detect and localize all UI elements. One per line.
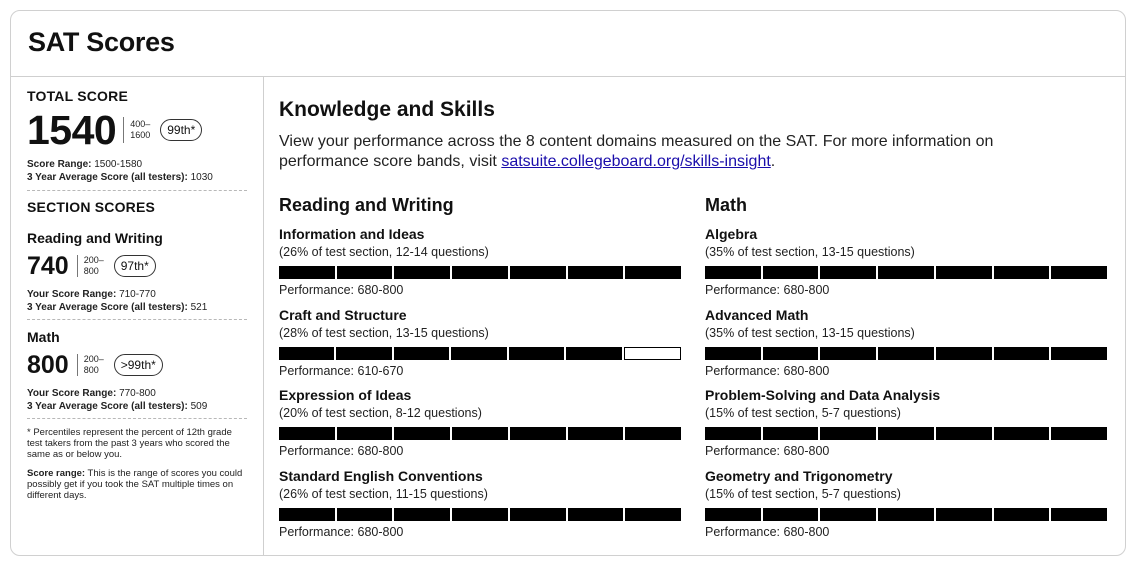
bar-segment-filled [279, 266, 335, 279]
bar-segment-filled [566, 347, 621, 360]
dashed-divider [27, 418, 247, 419]
domain-name: Geometry and Trigonometry [705, 467, 893, 484]
knowledge-skills-description: View your performance across the 8 content domains measured on the SAT. For more information on performance score bands, visit satsuite.collegeboard.org/skills-insight. [279, 133, 994, 170]
section-score-value: 740 [27, 251, 69, 280]
performance-bar [705, 427, 1107, 440]
bar-segment-filled [394, 347, 449, 360]
bar-segment-filled [568, 508, 624, 521]
bar-segment-filled [279, 508, 335, 521]
performance-bar [279, 347, 681, 360]
section-name-reading-writing: Reading and Writing [27, 230, 163, 246]
bar-segment-filled [1051, 266, 1107, 279]
bar-segment-filled [279, 347, 334, 360]
domain-name: Craft and Structure [279, 306, 407, 323]
bar-segment-filled [763, 266, 819, 279]
bar-segment-filled [1051, 347, 1107, 360]
bar-segment-filled [510, 266, 566, 279]
section-scores-label: SECTION SCORES [27, 199, 156, 215]
section-score-scale: 200– 800 [83, 255, 104, 276]
bar-segment-filled [451, 347, 506, 360]
bar-segment-filled [510, 427, 566, 440]
domain-name: Information and Ideas [279, 226, 425, 242]
domain-weight: (35% of test section, 13-15 questions) [705, 245, 915, 259]
bar-segment-filled [394, 508, 450, 521]
bar-segment-filled [994, 266, 1050, 279]
domain-column-reading-writing [279, 195, 681, 547]
bar-segment-filled [452, 427, 508, 440]
score-summary-panel [11, 77, 264, 556]
domain-item [279, 225, 681, 306]
section-score-row [27, 351, 263, 379]
bar-segment-filled [1051, 508, 1107, 521]
section-name-math: Math [27, 329, 60, 345]
section-average-score: 3 Year Average Score (all testers): 509 [27, 401, 208, 412]
divider [77, 255, 78, 277]
section-score-scale: 200– 800 [83, 354, 104, 375]
domain-performance: Performance: 680-800 [279, 283, 404, 297]
domain-weight: (20% of test section, 8-12 questions) [279, 406, 482, 420]
section-average-score: 3 Year Average Score (all testers): 521 [27, 302, 208, 313]
column-title: Math [705, 195, 747, 215]
bar-segment-filled [337, 266, 393, 279]
bar-segment-filled [878, 347, 934, 360]
performance-bar [279, 508, 681, 521]
bar-segment-filled [705, 427, 761, 440]
domain-weight: (35% of test section, 13-15 questions) [705, 325, 915, 340]
bar-segment-filled [705, 508, 761, 521]
section-score-range: Your Score Range: 710-770 [27, 289, 156, 300]
domain-item [279, 467, 681, 548]
bar-segment-filled [509, 347, 564, 360]
bar-segment-filled [878, 266, 934, 279]
domain-weight: (26% of test section, 12-14 questions) [279, 245, 489, 259]
domain-name: Problem-Solving and Data Analysis [705, 387, 941, 403]
bar-segment-filled [763, 347, 819, 360]
domain-item [279, 306, 681, 387]
domain-name: Standard English Conventions [279, 467, 483, 484]
knowledge-skills-title: Knowledge and Skills [279, 98, 495, 121]
domain-performance: Performance: 610-670 [279, 363, 404, 378]
bar-segment-filled [337, 508, 393, 521]
bar-segment-filled [279, 427, 335, 440]
domain-performance: Performance: 680-800 [705, 524, 830, 539]
divider [123, 117, 124, 143]
bar-segment-filled [336, 347, 391, 360]
total-score-value: 1540 [27, 106, 117, 153]
domain-item [279, 386, 681, 467]
bar-segment-filled [820, 427, 876, 440]
domain-performance: Performance: 680-800 [705, 363, 830, 378]
total-average-score: 3 Year Average Score (all testers): 1030 [27, 172, 213, 183]
section-score-row [27, 252, 263, 280]
bar-segment-filled [878, 508, 934, 521]
bar-segment-filled [763, 427, 819, 440]
bar-segment-filled [337, 427, 393, 440]
bar-segment-filled [763, 508, 819, 521]
bar-segment-filled [994, 427, 1050, 440]
dashed-divider [27, 319, 247, 320]
domain-item [705, 386, 1107, 467]
bar-segment-filled [705, 266, 761, 279]
bar-segment-filled [625, 508, 681, 521]
bar-segment-empty [624, 347, 681, 360]
total-score-row [27, 106, 263, 153]
performance-bar [705, 347, 1107, 360]
domain-performance: Performance: 680-800 [705, 283, 830, 297]
bar-segment-filled [994, 508, 1050, 521]
bar-segment-filled [568, 427, 624, 440]
bar-segment-filled [394, 427, 450, 440]
domain-item [705, 306, 1107, 387]
bar-segment-filled [936, 266, 992, 279]
domain-weight: (26% of test section, 11-15 questions) [279, 486, 488, 501]
bar-segment-filled [452, 508, 508, 521]
bar-segment-filled [625, 266, 681, 279]
bar-segment-filled [820, 508, 876, 521]
section-percentile-badge: >99th* [114, 354, 163, 376]
section-percentile-badge: 97th* [114, 255, 156, 277]
domain-performance: Performance: 680-800 [279, 524, 404, 539]
bar-segment-filled [994, 347, 1050, 360]
bar-segment-filled [936, 508, 992, 521]
bar-segment-filled [936, 347, 992, 360]
bar-segment-filled [394, 266, 450, 279]
total-percentile-badge: 99th* [160, 119, 202, 141]
section-score-range: Your Score Range: 770-800 [27, 388, 156, 399]
dashed-divider [27, 190, 247, 191]
page-title: SAT Scores [28, 27, 175, 57]
bar-segment-filled [705, 347, 761, 360]
domain-performance: Performance: 680-800 [279, 444, 404, 458]
bar-segment-filled [936, 427, 992, 440]
divider [77, 354, 78, 376]
bar-segment-filled [625, 427, 681, 440]
performance-bar [705, 266, 1107, 279]
domain-weight: (15% of test section, 5-7 questions) [705, 486, 901, 501]
bar-segment-filled [510, 508, 566, 521]
skills-insight-link[interactable]: satsuite.collegeboard.org/skills-insight [501, 153, 771, 170]
card-header [11, 11, 1125, 77]
column-title: Reading and Writing [279, 195, 454, 215]
domain-weight: (28% of test section, 13-15 questions) [279, 325, 489, 340]
section-score-value: 800 [27, 350, 69, 379]
domain-column-math [705, 195, 1107, 547]
domain-item [705, 225, 1107, 306]
domain-name: Advanced Math [705, 306, 809, 323]
performance-bar [705, 508, 1107, 521]
sat-scores-card [10, 10, 1126, 556]
bar-segment-filled [820, 266, 876, 279]
bar-segment-filled [820, 347, 876, 360]
performance-bar [279, 427, 681, 440]
total-score-scale: 400– 1600 [130, 119, 151, 140]
performance-bar [279, 266, 681, 279]
bar-segment-filled [878, 427, 934, 440]
domain-performance: Performance: 680-800 [705, 444, 830, 458]
score-range-footnote: Score range: This is the range of scores you could possibly get if you took the SAT multiple times on different days. [27, 468, 243, 501]
total-score-range: Score Range: 1500-1580 [27, 159, 143, 170]
domain-weight: (15% of test section, 5-7 questions) [705, 406, 901, 420]
bar-segment-filled [1051, 427, 1107, 440]
total-score-label: TOTAL SCORE [27, 88, 128, 104]
bar-segment-filled [568, 266, 624, 279]
percentile-footnote: * Percentiles represent the percent of 12th grade test takers from the past 3 years who scored the same as or below you. [27, 427, 232, 460]
domain-item [705, 467, 1107, 548]
domain-name: Expression of Ideas [279, 387, 412, 403]
bar-segment-filled [452, 266, 508, 279]
knowledge-skills-panel [265, 77, 1126, 556]
domain-name: Algebra [705, 226, 758, 242]
